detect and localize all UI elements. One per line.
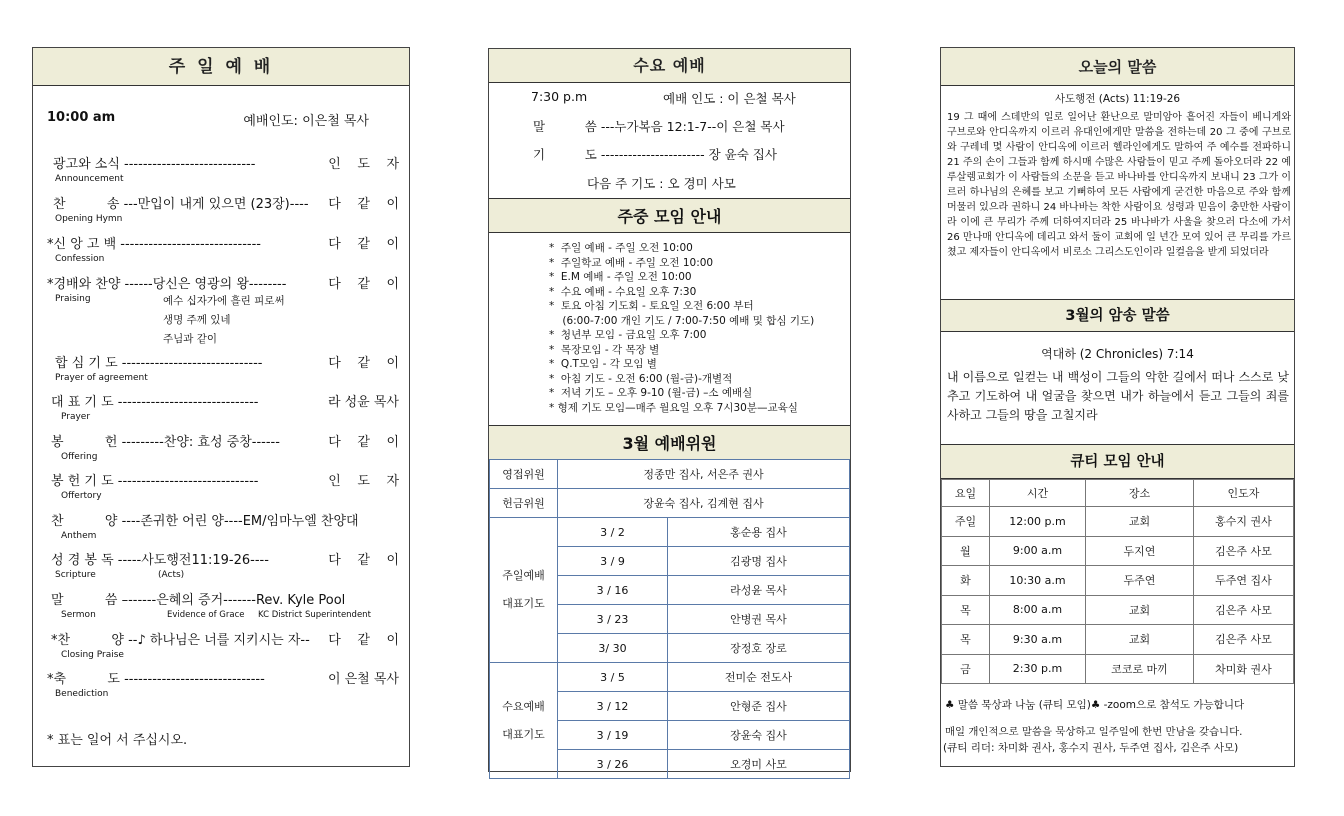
wednesday-leader: 예배 인도 : 이 은철 목사 bbox=[663, 91, 796, 106]
gathering-item: (6:00-7:00 개인 기도 / 7:00-7:50 예배 및 합심 기도) bbox=[549, 314, 815, 327]
qt-leader: 김은주 사모 bbox=[1194, 625, 1294, 655]
qt-header-place: 장소 bbox=[1086, 480, 1194, 507]
table-row bbox=[942, 595, 1294, 625]
order-item-english-extra: Evidence of Grace KC District Superintendent bbox=[167, 610, 371, 620]
duty-date: 3 / 19 bbox=[558, 721, 668, 750]
qt-leader: 홍수지 권사 bbox=[1194, 507, 1294, 537]
qt-title: 큐티 모임 안내 bbox=[941, 444, 1294, 479]
qt-leaders-note: (큐티 리더: 차미화 권사, 홍수지 권사, 두주연 집사, 김은주 사모) bbox=[943, 742, 1239, 754]
table-row bbox=[490, 663, 850, 692]
standing-note: * 표는 일어 서 주십시오. bbox=[47, 733, 188, 748]
gatherings-list bbox=[549, 241, 845, 415]
duty-title: 3월 예배위원 bbox=[489, 425, 850, 460]
table-row bbox=[942, 654, 1294, 684]
order-item-english: Scripture bbox=[55, 570, 96, 580]
gathering-item: * Q.T모임 - 각 모임 별 bbox=[549, 358, 657, 370]
wednesday-panel bbox=[488, 48, 851, 772]
table-row bbox=[490, 489, 850, 518]
order-item-english: Benediction bbox=[55, 689, 109, 699]
wednesday-next-prayer: 다음 주 기도 : 오 경미 사모 bbox=[587, 176, 736, 191]
duty-name: 안형준 집사 bbox=[668, 692, 850, 721]
order-item-leader: 다 같 이 bbox=[328, 356, 399, 371]
duty-date: 3 / 16 bbox=[558, 576, 668, 605]
qt-day: 목 bbox=[942, 625, 990, 655]
memory-verse-reference: 역대하 (2 Chronicles) 7:14 bbox=[1041, 347, 1194, 361]
duty-name: 안병권 목사 bbox=[668, 605, 850, 634]
gathering-item: * 주일학교 예배 - 주일 오전 10:00 bbox=[549, 256, 714, 269]
order-item-title: 합 심 기 도 ------------------------------ bbox=[55, 356, 263, 371]
qt-place: 두주연 bbox=[1086, 566, 1194, 596]
order-item-leader: 다 같 이 bbox=[328, 633, 399, 648]
order-item-english: Prayer of agreement bbox=[55, 373, 148, 383]
qt-header-leader: 인도자 bbox=[1194, 480, 1294, 507]
qt-leader: 차미화 권사 bbox=[1194, 654, 1294, 684]
duty-name: 오경미 사모 bbox=[668, 750, 850, 779]
sunday-prayer-label bbox=[490, 518, 558, 663]
order-item-english: Prayer bbox=[61, 412, 91, 422]
qt-table bbox=[941, 479, 1294, 684]
wednesday-time: 7:30 p.m bbox=[531, 89, 588, 104]
qt-header-day: 요일 bbox=[942, 480, 990, 507]
order-item-title: *신 앙 고 백 ------------------------------ bbox=[47, 237, 261, 252]
order-item-leader: 라 성윤 목사 bbox=[327, 395, 399, 410]
duty-date: 3 / 5 bbox=[558, 663, 668, 692]
qt-place: 교회 bbox=[1086, 625, 1194, 655]
memory-verse-text: 내 이름으로 일컫는 내 백성이 그들의 악한 길에서 떠나 스스로 낮추고 기도하여 내 얼굴을 찾으면 내가 하늘에서 듣고 그들의 죄를 사하고 그들의 땅을 고칠지라 bbox=[947, 370, 1289, 422]
order-item-english: Anthem bbox=[61, 531, 97, 541]
gathering-item: * 주일 예배 - 주일 오전 10:00 bbox=[549, 242, 693, 254]
duty-date: 3 / 26 bbox=[558, 750, 668, 779]
order-item-title: 봉 헌 기 도 ------------------------------ bbox=[51, 474, 259, 489]
order-item-title: 성 경 봉 독 -----사도행전11:19-26---- bbox=[51, 553, 269, 568]
qt-day: 화 bbox=[942, 566, 990, 596]
table-row bbox=[942, 566, 1294, 596]
wednesday-prayer-label-line: 대표기도 bbox=[502, 727, 545, 741]
order-item-english: Confession bbox=[55, 254, 105, 264]
duty-name: 전미순 전도사 bbox=[668, 663, 850, 692]
order-item-english: Offertory bbox=[61, 491, 102, 501]
order-item-title: 봉 헌 ---------찬양: 효성 중창------ bbox=[51, 435, 280, 450]
order-item-leader: 다 같 이 bbox=[328, 553, 399, 568]
sunday-service-title: 주 일 예 배 bbox=[33, 48, 409, 86]
qt-leader: 두주연 집사 bbox=[1194, 566, 1294, 596]
gathering-item: * 토요 아침 기도회 - 토요일 오전 6:00 부터 bbox=[549, 300, 754, 312]
todays-word-reference: 사도행전 (Acts) 11:19-26 bbox=[1054, 93, 1181, 105]
gatherings-title: 주중 모임 안내 bbox=[489, 198, 850, 233]
qt-time: 2:30 p.m bbox=[990, 654, 1086, 684]
duty-name: 장정호 장로 bbox=[668, 634, 850, 663]
qt-place: 코코로 마끼 bbox=[1086, 654, 1194, 684]
table-header-row bbox=[942, 480, 1294, 507]
duty-value: 장윤숙 집사, 김계현 집사 bbox=[558, 489, 850, 518]
order-item-title: 찬 송 ---만입이 내게 있으면 (23장)---- bbox=[53, 197, 309, 212]
order-item-leader: 다 같 이 bbox=[328, 277, 399, 292]
duty-name: 김광명 집사 bbox=[668, 547, 850, 576]
todays-word-text: 19 그 때에 스데반의 일로 일어난 환난으로 말미암아 흩어진 자들이 베니게와 구브로와 안디옥까지 이르러 유대인에게만 말씀을 전하는데 20 그 중에 구브로와 구레네 몇 사람이 안디옥에 이르러 헬라인에게도 말하여 주 예수를 전파하니 21 주의 손이 그들과 함께 하시매 수많은 사람들이 믿고 주께 돌아오더라 22 예루살렘교회가 이 사람들의 소문을 듣고 바나바를 안디옥까지 보내니 23 그가 이르러 하나님의 은혜를 보고 기뻐하여 모든 사람에게 굳건한 마음으로 주와 함께 머물러 있으라 권하니 24 바나바는 착한 사람이요 성령과 믿음이 충만한 사람이라 이에 큰 무리가 주께 더하여지더라 25 바나바가 사울을 찾으러 다소에 가서 26 만나매 안디옥에 데리고 와서 둘이 교회에 일 년간 모여 있어 큰 무리를 가르쳤고 제자들이 안디옥에서 비로소 그리스도인이라 일컬음을 받게 되었더라 bbox=[947, 112, 1291, 258]
order-item-english: Closing Praise bbox=[61, 650, 124, 660]
sunday-prayer-label-line: 대표기도 bbox=[502, 597, 545, 610]
qt-time: 10:30 a.m bbox=[990, 566, 1086, 596]
gathering-item: * 목장모임 - 각 목장 별 bbox=[549, 343, 660, 356]
order-item-english: Announcement bbox=[55, 174, 124, 184]
qt-day: 주일 bbox=[942, 507, 990, 537]
praise-lyric-line: 예수 십자가에 흘린 피로써 bbox=[163, 295, 285, 307]
gathering-item: * E.M 예배 - 주일 오전 10:00 bbox=[549, 271, 692, 283]
duty-label: 영접위원 bbox=[490, 460, 558, 489]
order-item-title: 말 씀 –------은혜의 증거-------Rev. Kyle Pool bbox=[51, 593, 346, 608]
duty-value: 정종만 집사, 서은주 권사 bbox=[558, 460, 850, 489]
service-time: 10:00 am bbox=[47, 110, 116, 125]
table-row bbox=[942, 536, 1294, 566]
order-item-english: Praising bbox=[55, 294, 91, 304]
order-item-leader: 인 도 자 bbox=[328, 157, 399, 172]
qt-day: 월 bbox=[942, 536, 990, 566]
duty-name: 장윤숙 집사 bbox=[668, 721, 850, 750]
qt-zoom-note: ♣ 말씀 묵상과 나눔 (큐티 모임)♣ -zoom으로 참석도 가능합니다 bbox=[945, 699, 1245, 711]
order-item-title: *축 도 ------------------------------ bbox=[47, 672, 265, 687]
service-leader: 예배인도: 이은철 목사 bbox=[243, 114, 369, 129]
duty-date: 3 / 9 bbox=[558, 547, 668, 576]
qt-day: 금 bbox=[942, 654, 990, 684]
praise-lyric-line: 주님과 같이 bbox=[163, 333, 218, 345]
order-item-title: 찬 양 ----존귀한 어린 양----EM/임마누엘 찬양대 bbox=[51, 514, 359, 529]
sunday-prayer-label-line: 주일예배 bbox=[502, 569, 545, 582]
duty-date: 3 / 2 bbox=[558, 518, 668, 547]
qt-time: 9:30 a.m bbox=[990, 625, 1086, 655]
wednesday-sermon: 말 씀 ---누가복음 12:1-7--이 은철 목사 bbox=[533, 119, 785, 134]
duty-date: 3 / 23 bbox=[558, 605, 668, 634]
qt-time: 12:00 p.m bbox=[990, 507, 1086, 537]
duty-name: 라성윤 목사 bbox=[668, 576, 850, 605]
duty-label: 헌금위원 bbox=[490, 489, 558, 518]
wednesday-prayer-label bbox=[490, 663, 558, 779]
order-item-leader: 인 도 자 bbox=[328, 474, 399, 489]
qt-leader: 김은주 사모 bbox=[1194, 595, 1294, 625]
order-item-title: 대 표 기 도 ------------------------------ bbox=[51, 395, 259, 410]
table-row bbox=[490, 460, 850, 489]
qt-leader: 김은주 사모 bbox=[1194, 536, 1294, 566]
wednesday-prayer: 기 도 ----------------------- 장 윤숙 집사 bbox=[533, 147, 777, 162]
wednesday-service-title: 수요 예배 bbox=[489, 49, 850, 83]
duty-name: 홍순용 집사 bbox=[668, 518, 850, 547]
gathering-item: * 형제 기도 모임—매주 월요일 오후 7시30분—교육실 bbox=[549, 401, 798, 414]
duty-date: 3/ 30 bbox=[558, 634, 668, 663]
table-row bbox=[942, 507, 1294, 537]
table-row bbox=[490, 518, 850, 547]
order-item-title: *경배와 찬양 ------당신은 영광의 왕-------- bbox=[47, 277, 287, 292]
qt-weekly-note: 매일 개인적으로 말씀을 묵상하고 일주일에 한번 만남을 갖습니다. bbox=[945, 726, 1243, 738]
order-item-leader: 다 같 이 bbox=[328, 197, 399, 212]
order-item-title: 광고와 소식 ---------------------------- bbox=[53, 157, 256, 172]
qt-time: 9:00 a.m bbox=[990, 536, 1086, 566]
memory-verse-title: 3월의 암송 말씀 bbox=[941, 299, 1294, 332]
praise-lyric-line: 생명 주께 있네 bbox=[163, 314, 231, 326]
gathering-item: * 저녁 기도 – 오후 9-10 (월-금) –소 예배실 bbox=[549, 387, 753, 399]
qt-header-time: 시간 bbox=[990, 480, 1086, 507]
duty-date: 3 / 12 bbox=[558, 692, 668, 721]
order-item-leader: 이 은철 목사 bbox=[327, 672, 399, 687]
sunday-service-panel bbox=[32, 47, 410, 767]
order-item-english: Sermon bbox=[61, 610, 96, 620]
todays-word-title: 오늘의 말씀 bbox=[941, 48, 1294, 86]
qt-place: 두지연 bbox=[1086, 536, 1194, 566]
order-item-leader: 다 같 이 bbox=[328, 237, 399, 252]
order-item-english-extra: (Acts) bbox=[158, 570, 185, 580]
order-item-title: *찬 양 --♪ 하나님은 너를 지키시는 자-- bbox=[51, 633, 310, 648]
order-item-english: Opening Hymn bbox=[55, 214, 123, 224]
duty-table bbox=[489, 459, 850, 779]
gathering-item: * 아침 기도 - 오전 6:00 (월-금)-개별적 bbox=[549, 372, 733, 385]
table-row bbox=[942, 625, 1294, 655]
order-item-leader: 다 같 이 bbox=[328, 435, 399, 450]
qt-place: 교회 bbox=[1086, 507, 1194, 537]
qt-day: 목 bbox=[942, 595, 990, 625]
gathering-item: * 수요 예배 - 수요일 오후 7:30 bbox=[549, 285, 697, 298]
order-item-english: Offering bbox=[61, 452, 98, 462]
gathering-item: * 청년부 모임 - 금요일 오후 7:00 bbox=[549, 329, 707, 341]
wednesday-prayer-label-line: 수요예배 bbox=[502, 699, 545, 713]
word-panel bbox=[940, 47, 1295, 767]
qt-place: 교회 bbox=[1086, 595, 1194, 625]
qt-time: 8:00 a.m bbox=[990, 595, 1086, 625]
